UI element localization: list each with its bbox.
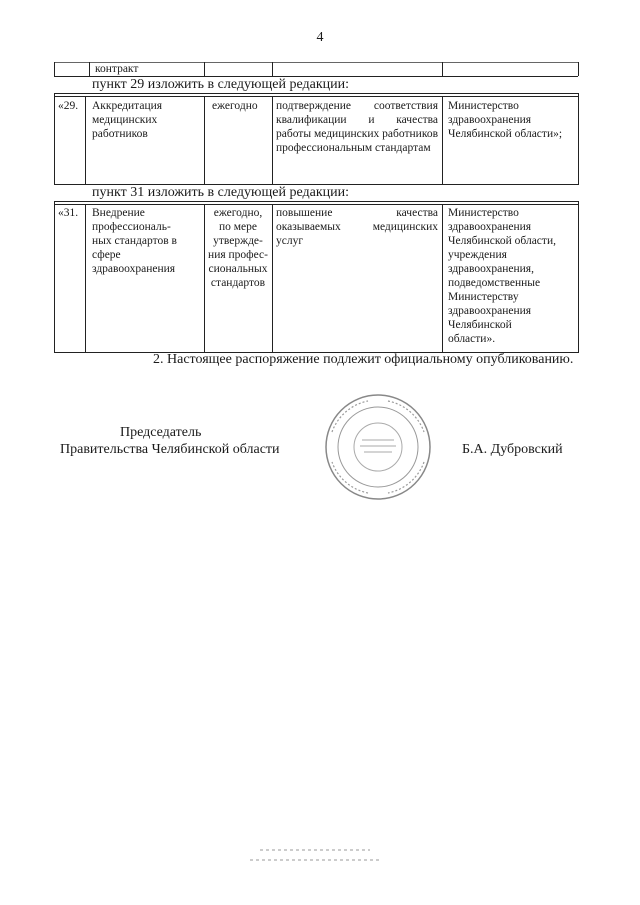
heading-item-29: пункт 29 изложить в следующей редакции: — [92, 77, 349, 92]
table-rule — [272, 96, 273, 184]
table-rule — [54, 204, 578, 205]
row-31-name-line: ных стандартов в — [92, 235, 177, 247]
signature-title-line1: Председатель — [120, 425, 202, 440]
row-31-name-line: сфере — [92, 249, 121, 261]
table-rule — [85, 204, 86, 352]
heading-item-31: пункт 31 изложить в следующей редакции: — [92, 185, 349, 200]
row-31-responsible-line: здравоохранения — [448, 305, 532, 317]
row-31-responsible-line: области». — [448, 333, 496, 345]
table-rule — [54, 201, 578, 202]
row-31-name-line: профессиональ- — [92, 221, 171, 233]
table-rule — [272, 204, 273, 352]
paragraph-2: 2. Настоящее распоряжение подлежит официальному опубликованию. — [153, 352, 574, 367]
row-31-term-line: утвержде- — [213, 235, 263, 247]
table-rule — [54, 62, 55, 76]
table-rule — [578, 201, 579, 353]
table-rule — [578, 62, 579, 76]
top-row-cell-name: контракт — [95, 63, 139, 75]
table-rule — [54, 93, 578, 94]
page-number: 4 — [316, 30, 324, 45]
table-rule — [54, 93, 55, 185]
row-31-responsible-line: учреждения — [448, 249, 507, 261]
table-rule — [54, 201, 55, 353]
row-31-number: «31. — [58, 207, 79, 219]
table-rule — [272, 62, 273, 76]
row-31-term — [205, 206, 271, 290]
row-29-term: ежегодно — [212, 100, 258, 112]
scan-artifact-icon — [250, 840, 390, 870]
table-rule — [442, 62, 443, 76]
table-rule — [442, 96, 443, 184]
row-29-number: «29. — [58, 100, 79, 112]
table-rule — [89, 62, 90, 76]
row-31-term-line: сиональных — [208, 263, 268, 275]
table-rule — [54, 96, 578, 97]
official-seal-icon — [318, 392, 438, 502]
row-31-term-line: ния профес- — [208, 249, 268, 261]
signature-title-line2: Правительства Челябинской области — [60, 442, 280, 457]
row-31-name — [92, 206, 200, 276]
row-31-responsible-line: Челябинской области, — [448, 235, 556, 247]
table-rule — [204, 62, 205, 76]
table-rule — [204, 96, 205, 184]
row-31-responsible-line: здравоохранения — [448, 221, 532, 233]
table-rule — [442, 204, 443, 352]
row-31-result: повышение качества оказываемых медицинских услуг — [276, 207, 438, 247]
row-31-term-line: ежегодно, — [213, 207, 263, 219]
row-31-responsible-line: здравоохранения, — [448, 263, 534, 275]
row-31-responsible-line: Министерству — [448, 291, 519, 303]
row-31-responsible-line: подведомственные — [448, 277, 541, 289]
row-31-term-line: стандартов — [210, 277, 266, 289]
row-31-term-line: по мере — [218, 221, 257, 233]
row-29-result: подтверждение соответствия квалификации и качества работы медицинских работников профессиональным стандартам — [276, 100, 438, 154]
row-31-name-line: Внедрение — [92, 207, 145, 219]
table-rule — [85, 96, 86, 184]
table-rule — [578, 93, 579, 185]
row-31-responsible — [448, 206, 576, 346]
row-29-name: Аккредитация медицинских работников — [92, 100, 163, 140]
signature-name: Б.А. Дубровский — [462, 442, 563, 457]
row-31-responsible-line: Челябинской — [448, 319, 512, 331]
row-29-responsible: Министерство здравоохранения Челябинской области»; — [448, 100, 563, 140]
row-31-name-line: здравоохранения — [92, 263, 176, 275]
row-31-responsible-line: Министерство — [448, 207, 519, 219]
